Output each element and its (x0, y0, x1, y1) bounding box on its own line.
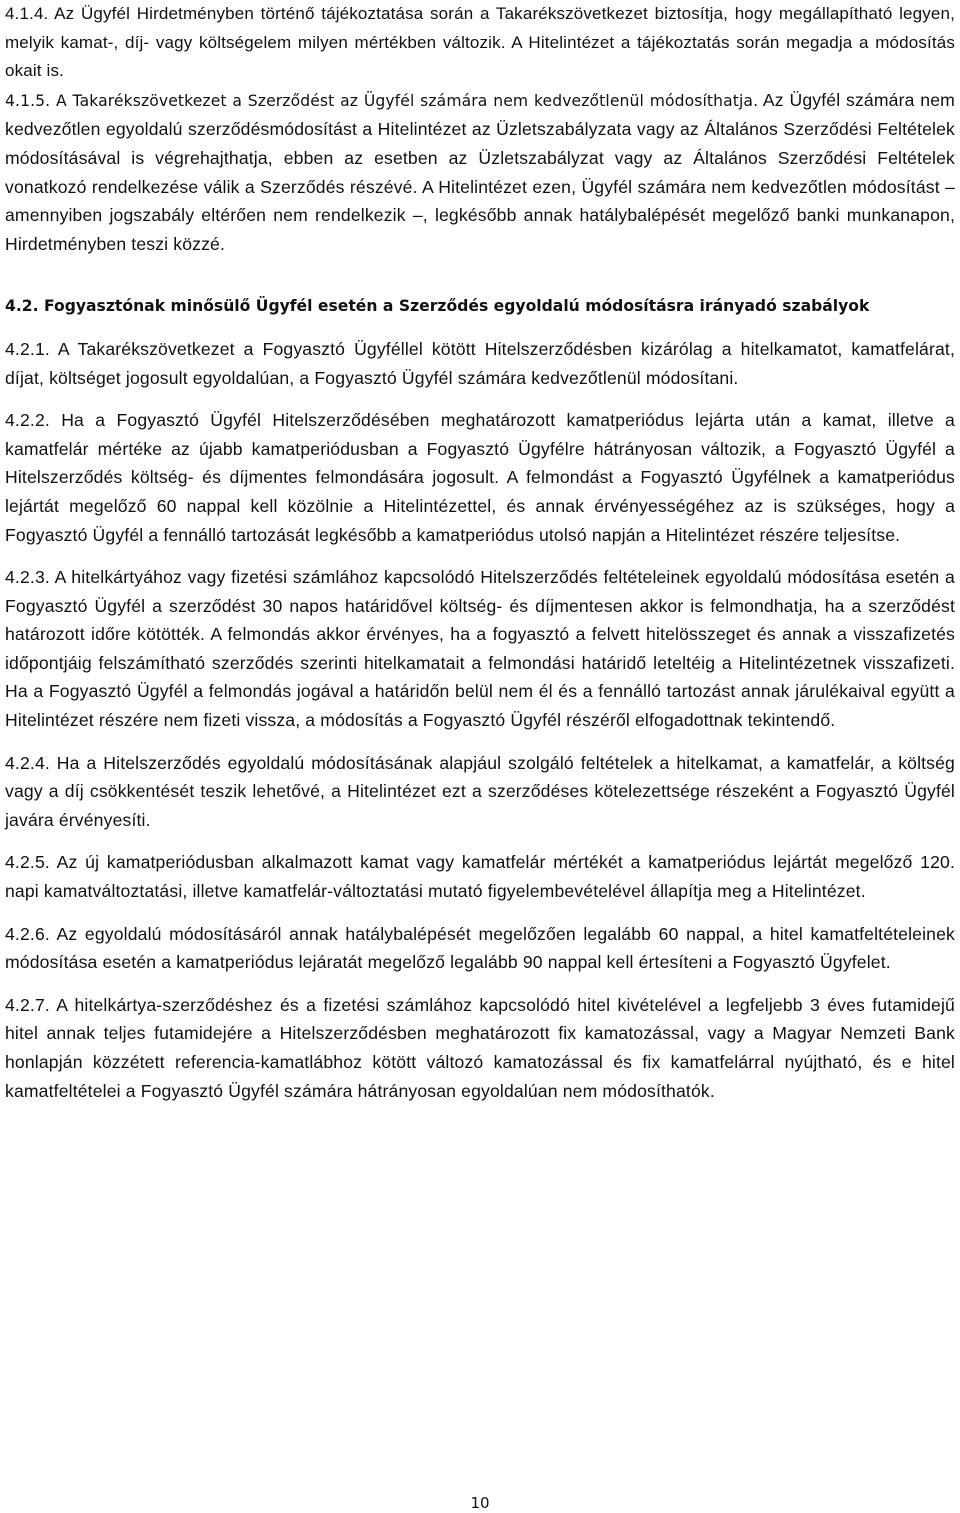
section-heading-4-2: 4.2. Fogyasztónak minősülő Ügyfél esetén a Szerződés egyoldalú módosításra irányadó szabályok (5, 297, 870, 316)
paragraph-4-1-5 (5, 86, 955, 259)
paragraph-4-1-5-rest: Az Ügyfél számára nem kedvezőtlen egyoldalú szerződésmódosítást a Hitelintézet az Üzletszabályzata vagy az Általános Szerződési Feltételek módosításával is végrehajthatja, ebben az esetben az Üzletszabályzat vagy az Általános Szerződési Feltételek vonatkozó rendelkezése válik a Szerződés részévé. A Hitelintézet ezen, Ügyfél számára nem kedvezőtlen módosítást – amennyiben jogszabály eltérően nem rendelkezik –, legkésőbb annak hatálybalépését megelőző banki munkanapon, Hirdetményben teszi közzé. (5, 89, 955, 254)
paragraph-4-2-1: 4.2.1. A Takarékszövetkezet a Fogyasztó Ügyféllel kötött Hitelszerződésben kizárólag a hitelkamatot, kamatfelárat, díjat, költséget jogosult egyoldalúan, a Fogyasztó Ügyfél számára kedvezőtlenül módosítani. (5, 338, 955, 388)
paragraph-4-2-3: 4.2.3. A hitelkártyához vagy fizetési számlához kapcsolódó Hitelszerződés feltételeinek egyoldalú módosítása esetén a Fogyasztó Ügyfél a szerződést 30 napos határidővel költség- és díjmentesen akkor is felmondhatja, ha a szerződést határozott időre kötötték. A felmondás akkor érvényes, ha a fogyasztó a felvett hitelösszeget és annak a visszafizetés időpontjáig felszámítható szerződés szerinti hitelkamatait a felmondási határidő leteltéig a Hitelintézetnek visszafizeti. Ha a Fogyasztó Ügyfél a felmondás jogával a határidőn belül nem él és a fennálló tartozást annak járulékaival együtt a Hitelintézet részére nem fizeti vissza, a módosítás a Fogyasztó Ügyfél részéről elfogadottnak tekintendő. (5, 567, 955, 731)
paragraph-4-2-5: 4.2.5. Az új kamatperiódusban alkalmazott kamat vagy kamatfelár mértékét a kamatperiódus lejártát megelőző 120. napi kamatváltoztatási, illetve kamatfelár-változtatási mutató figyelembevételével állapítja meg a Hitelintézet. (5, 852, 955, 902)
page-number: 10 (470, 1494, 490, 1512)
document-page (5, 0, 955, 1105)
paragraph-4-2-4: 4.2.4. Ha a Hitelszerződés egyoldalú módosításának alapjául szolgáló feltételek a hitelkamat, a kamatfelár, a költség vagy a díj csökkentését teszik lehetővé, a Hitelintézet ezt a szerződéses kötelezettsége részeként a Fogyasztó Ügyfél javára érvényesíti. (5, 752, 955, 830)
paragraph-4-1-5-lead: 4.1.5. A Takarékszövetkezet a Szerződést az Ügyfél számára nem kedvezőtlenül módosíthatja. (5, 91, 759, 110)
paragraph-4-1-4: 4.1.4. Az Ügyfél Hirdetményben történő tájékoztatása során a Takarékszövetkezet biztosítja, hogy megállapítható legyen, melyik kamat-, díj- vagy költségelem milyen mértékben változik. A Hitelintézet a tájékoztatás során megadja a módosítás okait is. (5, 4, 955, 81)
paragraph-4-2-2: 4.2.2. Ha a Fogyasztó Ügyfél Hitelszerződésében meghatározott kamatperiódus lejárta után a kamat, illetve a kamatfelár mértéke az újabb kamatperiódusban a Fogyasztó Ügyfélre hátrányosan változik, a Fogyasztó Ügyfél a Hitelszerződés költség- és díjmentes felmondására jogosult. A felmondást a Fogyasztó Ügyfélnek a kamatperiódus lejártát megelőző 60 nappal kell közölnie a Hitelintézettel, és annak érvényességéhez az is szükséges, hogy a Fogyasztó Ügyfél a fennálló tartozását legkésőbb a kamatperiódus utolsó napján a Hitelintézet részére teljesítse. (5, 410, 955, 545)
paragraph-4-2-7: 4.2.7. A hitelkártya-szerződéshez és a fizetési számlához kapcsolódó hitel kivételével a legfeljebb 3 éves futamidejű hitel annak teljes futamidejére a Hitelszerződésben meghatározott fix kamatozással, vagy a Magyar Nemzeti Bank honlapján közzétett referencia-kamatlábhoz kötött változó kamatozással és fix kamatfelárral nyújtható, és e hitel kamatfeltételei a Fogyasztó Ügyfél számára hátrányosan egyoldalúan nem módosíthatók. (5, 994, 955, 1101)
paragraph-4-2-6: 4.2.6. Az egyoldalú módosításáról annak hatálybalépését megelőzően legalább 60 nappal, a hitel kamatfeltételeinek módosítása esetén a kamatperiódus lejáratát megelőző legalább 90 nappal kell értesíteni a Fogyasztó Ügyfelet. (5, 923, 955, 973)
